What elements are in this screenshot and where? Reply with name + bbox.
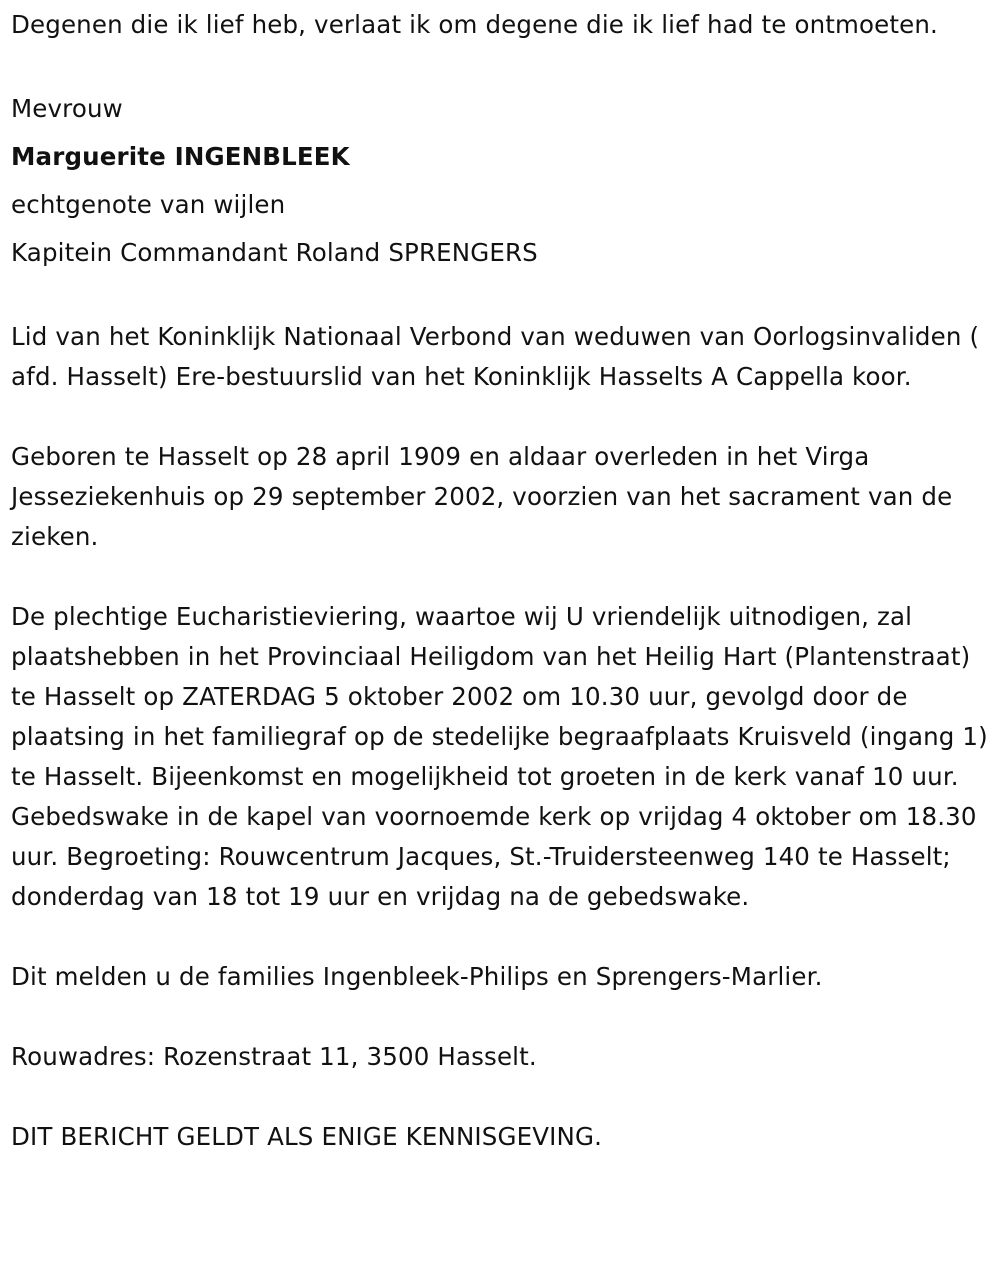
families-line: Dit melden u de families Ingenbleek-Philips en Sprengers-Marlier.	[11, 962, 823, 991]
deceased-title: Mevrouw	[11, 94, 123, 123]
spacer	[11, 1077, 995, 1117]
spacer	[11, 917, 995, 957]
birth-death-paragraph: Geboren te Hasselt op 28 april 1909 en aldaar overleden in het Virga Jesseziekenhuis op 29 september 2002, voorzien van het sacrament van de zieken.	[11, 442, 953, 551]
spacer	[11, 277, 995, 317]
deceased-name: Marguerite INGENBLEEK	[11, 142, 350, 171]
spacer	[11, 397, 995, 437]
spacer	[11, 45, 995, 85]
spouse-name: Kapitein Commandant Roland SPRENGERS	[11, 238, 538, 267]
official-notice: DIT BERICHT GELDT ALS ENIGE KENNISGEVING.	[11, 1122, 603, 1151]
mourning-address: Rouwadres: Rozenstraat 11, 3500 Hasselt.	[11, 1042, 537, 1071]
opening-quote: Degenen die ik lief heb, verlaat ik om degene die ik lief had te ontmoeten.	[11, 10, 938, 39]
deceased-relation: echtgenote van wijlen	[11, 190, 286, 219]
spacer	[11, 997, 995, 1037]
spacer	[11, 557, 995, 597]
obituary-document	[11, 5, 995, 1157]
memberships-paragraph: Lid van het Koninklijk Nationaal Verbond van weduwen van Oorlogsinvaliden ( afd. Hasselt) Ere-bestuurslid van het Koninklijk Hasselts A Cappella koor.	[11, 322, 980, 391]
ceremony-paragraph: De plechtige Eucharistieviering, waartoe wij U vriendelijk uitnodigen, zal plaatshebben in het Provinciaal Heiligdom van het Heilig Hart (Plantenstraat) te Hasselt op ZATERDAG 5 oktober 2002 om 10.30 uur, gevolgd door de plaatsing in het familiegraf op de stedelijke begraafplaats Kruisveld (ingang 1) te Hasselt. Bijeenkomst en mogelijkheid tot groeten in de kerk vanaf 10 uur. Gebedswake in de kapel van voornoemde kerk op vrijdag 4 oktober om 18.30 uur. Begroeting: Rouwcentrum Jacques, St.-Truidersteenweg 140 te Hasselt; donderdag van 18 tot 19 uur en vrijdag na de gebedswake.	[11, 602, 988, 911]
